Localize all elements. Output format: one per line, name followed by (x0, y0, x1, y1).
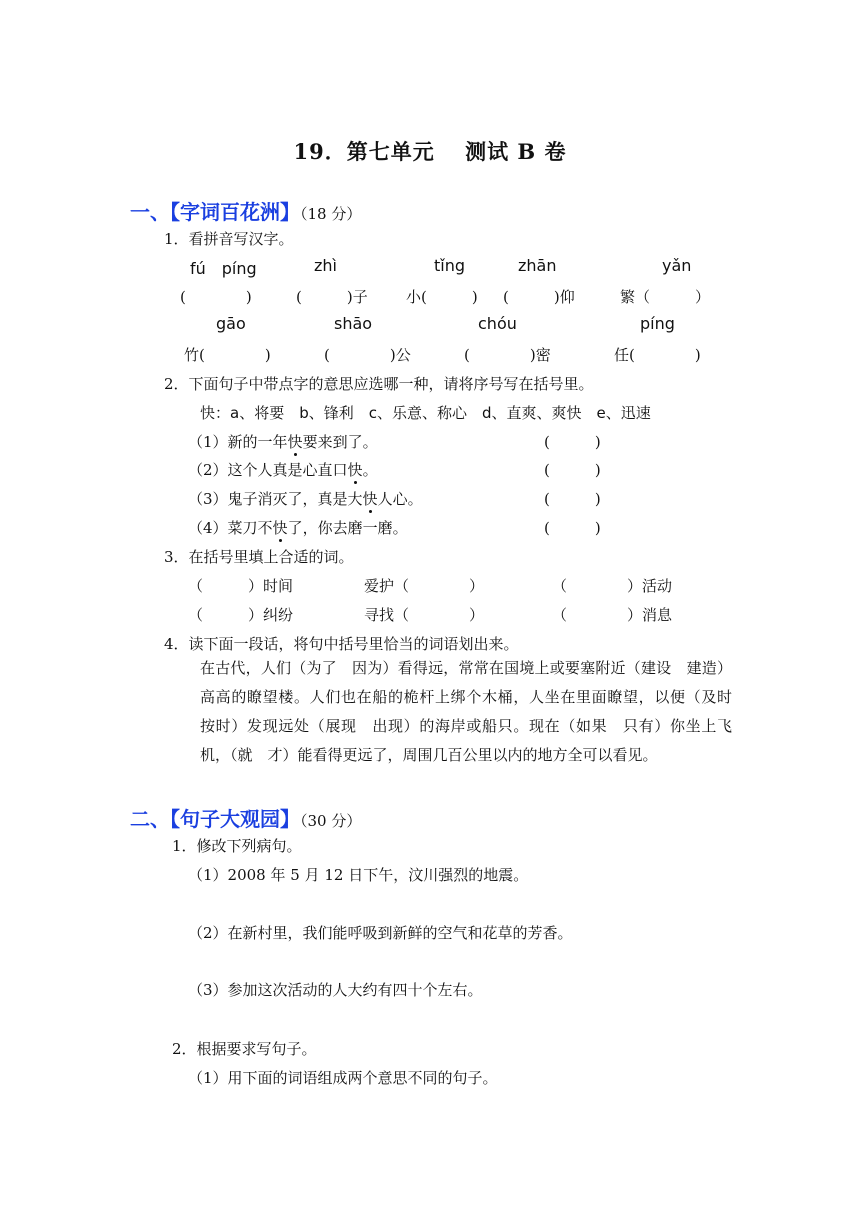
q4-paragraph[interactable]: 在古代，人们（为了 因为）看得远，常常在国境上或要塞附近（建设 建造）高高的瞭望楼。人们也在船的桅杆上绑个木桶，人坐在里面瞭望，以便（及时 按时）发现远处（展现 出现）的海岸或船只。现在（如果 只有）你坐上飞机，（就 才）能看得更远了，周围几百公里以内的地方全可以看见。 (200, 659, 748, 764)
q2-answer-2[interactable]: ( ) (544, 461, 601, 479)
blank-ping[interactable]: 任( ) (614, 346, 701, 364)
q2-item-3 (188, 488, 423, 509)
q2-answer-3[interactable]: ( ) (544, 490, 601, 508)
q2-options: 快：a、将要 b、锋利 c、乐意、称心 d、直爽、爽快 e、迅速 (200, 404, 651, 422)
blank-zhi[interactable]: ( )子 (296, 288, 368, 306)
q2-item-2 (188, 459, 378, 480)
q2-item-2-text-end: 。 (362, 461, 378, 479)
pinyin-zhan: zhān (518, 256, 557, 275)
pinyin-fuping: fú píng (190, 259, 257, 278)
blank-fuping[interactable]: ( ) (180, 288, 252, 306)
page-title: 19．第七单元 测试 B 卷 (293, 139, 567, 164)
pinyin-yan: yǎn (662, 256, 692, 275)
s2-q2-sub1: （1）用下面的词语组成两个意思不同的句子。 (188, 1069, 498, 1087)
q2-item-4 (188, 517, 408, 538)
s2-q1-item-3: （3）参加这次活动的人大约有四十个左右。 (188, 981, 483, 999)
dotted-char: 快 (287, 433, 303, 451)
q3-prompt: 3．在括号里填上合适的词。 (164, 548, 354, 566)
q4-prompt: 4．读下面一段话，将句中括号里恰当的词语划出来。 (164, 635, 519, 653)
pinyin-gao: gāo (216, 314, 246, 333)
pinyin-shao: shāo (334, 314, 373, 333)
blank-ting[interactable]: 小( ) (406, 288, 478, 306)
q3-r2c2[interactable]: 寻找（ ） (364, 606, 485, 624)
dotted-char: 快 (272, 519, 288, 537)
s2-q1-item-2: （2）在新村里，我们能呼吸到新鲜的空气和花草的芳香。 (188, 924, 573, 942)
s2-q1-item-1: （1）2008 年 5 月 12 日下午，汶川强烈的地震。 (188, 866, 529, 884)
dotted-char: 快 (347, 461, 363, 479)
section-2-heading (130, 803, 361, 832)
blank-chou[interactable]: ( )密 (464, 346, 551, 364)
blank-shao[interactable]: ( )公 (324, 346, 411, 364)
section-1-heading (130, 196, 361, 225)
section-2-points: （30 分） (300, 812, 362, 830)
section-2-title: 二、【句子大观园】 (130, 807, 300, 831)
pinyin-chou: chóu (478, 314, 517, 333)
q3-r1c2[interactable]: 爱护（ ） (364, 577, 485, 595)
q2-item-1 (188, 431, 378, 452)
q3-r1c3[interactable]: （ ）活动 (552, 577, 673, 595)
q3-r2c3[interactable]: （ ）消息 (552, 606, 673, 624)
q2-answer-1[interactable]: ( ) (544, 433, 601, 451)
q2-item-3-text-end: 人心。 (377, 490, 423, 508)
s2-q2-prompt: 2．根据要求写句子。 (172, 1040, 317, 1058)
q2-prompt: 2．下面句子中带点字的意思应选哪一种，请将序号写在括号里。 (164, 375, 594, 393)
q2-item-3-text: （3）鬼子消灭了，真是大 (188, 490, 363, 508)
q2-item-1-text: （1）新的一年 (188, 433, 288, 451)
q2-item-1-text-end: 要来到了。 (302, 433, 378, 451)
blank-gao[interactable]: 竹( ) (184, 346, 271, 364)
blank-zhan[interactable]: ( )仰 (503, 288, 575, 306)
q2-item-4-text: （4）菜刀不 (188, 519, 273, 537)
s2-q1-prompt: 1．修改下列病句。 (172, 837, 302, 855)
q2-item-4-text-end: 了，你去磨一磨。 (287, 519, 408, 537)
q2-item-2-text: （2）这个人真是心直口 (188, 461, 348, 479)
dotted-char: 快 (362, 490, 378, 508)
pinyin-ping: píng (640, 314, 675, 333)
q1-prompt: 1．看拼音写汉字。 (164, 230, 294, 248)
section-1-points: （18 分） (300, 205, 362, 223)
q3-r1c1[interactable]: （ ）时间 (188, 577, 294, 595)
section-1-title: 一、【字词百花洲】 (130, 200, 300, 224)
q2-answer-4[interactable]: ( ) (544, 519, 601, 537)
q3-r2c1[interactable]: （ ）纠纷 (188, 606, 294, 624)
blank-yan[interactable]: 繁（ ） (620, 288, 711, 306)
pinyin-ting: tǐng (434, 256, 466, 275)
pinyin-zhi: zhì (314, 256, 337, 275)
